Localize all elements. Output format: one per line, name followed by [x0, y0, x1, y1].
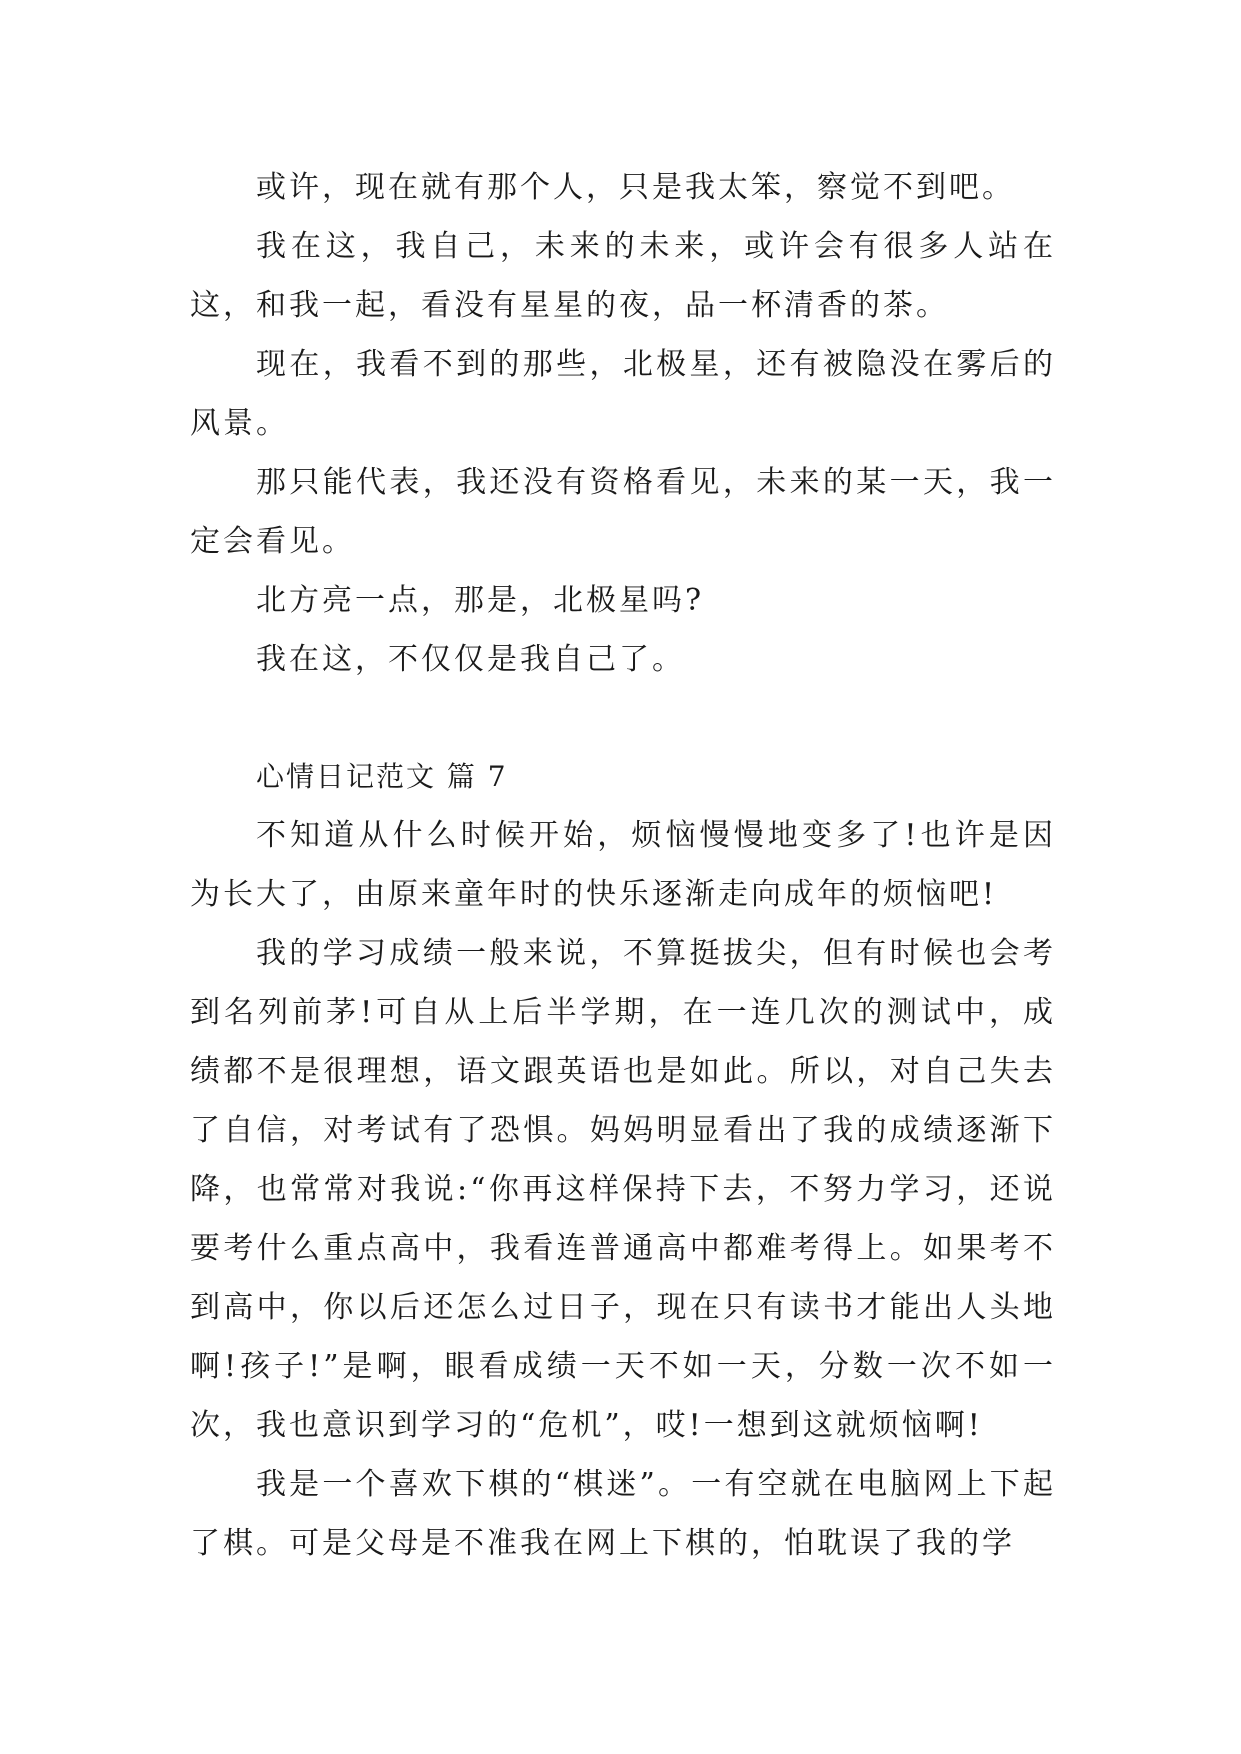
document-page — [190, 158, 1056, 1573]
paragraph: 北方亮一点，那是，北极星吗? — [256, 583, 705, 618]
paragraph: 我在这，不仅仅是我自己了。 — [256, 642, 685, 677]
section-spacer — [190, 689, 1056, 747]
section-title: 心情日记范文 篇 7 — [256, 760, 508, 793]
paragraph: 我是一个喜欢下棋的“棋迷”。一有空就在电脑网上下起了棋。可是父母是不准我在网上下棋的，怕耽误了我的学 — [190, 1467, 1056, 1561]
paragraph: 不知道从什么时候开始，烦恼慢慢地变多了!也许是因为长大了，由原来童年时的快乐逐渐走向成年的烦恼吧! — [190, 818, 1056, 912]
paragraph: 我的学习成绩一般来说，不算挺拔尖，但有时候也会考到名列前茅!可自从上后半学期，在一连几次的测试中，成绩都不是很理想，语文跟英语也是如此。所以，对自己失去了自信，对考试有了恐惧。妈妈明显看出了我的成绩逐渐下降，也常常对我说:“你再这样保持下去，不努力学习，还说要考什么重点高中，我看连普通高中都难考得上。如果考不到高中，你以后还怎么过日子，现在只有读书才能出人头地啊!孩子!”是啊，眼看成绩一天不如一天，分数一次不如一次，我也意识到学习的“危机”，哎!一想到这就烦恼啊! — [190, 936, 1056, 1443]
paragraph: 现在，我看不到的那些，北极星，还有被隐没在雾后的风景。 — [190, 347, 1056, 441]
paragraph: 那只能代表，我还没有资格看见，未来的某一天，我一定会看见。 — [190, 465, 1056, 559]
paragraph: 或许，现在就有那个人，只是我太笨，察觉不到吧。 — [256, 170, 1015, 205]
paragraph: 我在这，我自己，未来的未来，或许会有很多人站在这，和我一起，看没有星星的夜，品一杯清香的茶。 — [190, 229, 1056, 323]
